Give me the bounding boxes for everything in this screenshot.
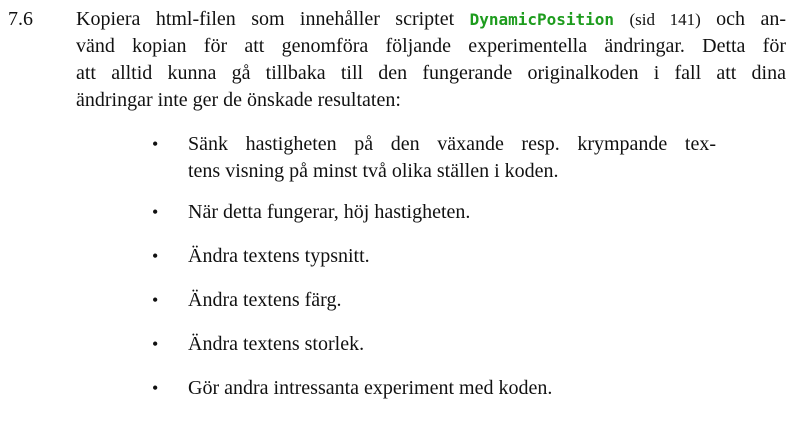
list-item-text: Ändra textens storlek. (188, 333, 365, 355)
list-item-text: När detta fungerar, höj hastigheten. (188, 201, 471, 223)
intro-line-1 (76, 6, 786, 33)
script-name-code: DynamicPosition (469, 10, 615, 29)
bullet-icon: • (152, 246, 159, 266)
intro-text: Kopiera html-filen som innehåller scriptet (76, 8, 470, 30)
list-item-text: tens visning på minst två olika ställen i koden. (188, 160, 559, 182)
list-item (150, 199, 750, 226)
intro-line-2: vänd kopian för att genomföra följande experimentella ändringar. Detta för (76, 35, 786, 57)
list-item-text: Gör andra intressanta experiment med koden. (188, 377, 553, 399)
intro-line-4: ändringar inte ger de önskade resultaten: (76, 89, 401, 111)
list-item (150, 131, 750, 185)
exercise-intro (76, 6, 786, 114)
page-reference: (sid 141) (629, 10, 701, 29)
bullet-icon: • (152, 202, 159, 222)
list-item (150, 331, 750, 358)
exercise-number: 7.6 (8, 8, 33, 30)
list-item-text: Ändra textens typsnitt. (188, 245, 370, 267)
list-item (150, 287, 750, 314)
list-item (150, 243, 750, 270)
bullet-icon: • (152, 334, 159, 354)
bullet-icon: • (152, 378, 159, 398)
experiment-list (150, 131, 750, 419)
list-item (150, 375, 750, 402)
list-item-text: Sänk hastigheten på den växande resp. krympande tex- (188, 133, 716, 155)
list-item-text: Ändra textens färg. (188, 289, 342, 311)
bullet-icon: • (152, 134, 159, 154)
intro-line-3: att alltid kunna gå tillbaka till den fungerande originalkoden i fall att dina (76, 62, 786, 84)
bullet-icon: • (152, 290, 159, 310)
intro-text-continued: och an- (700, 8, 786, 30)
